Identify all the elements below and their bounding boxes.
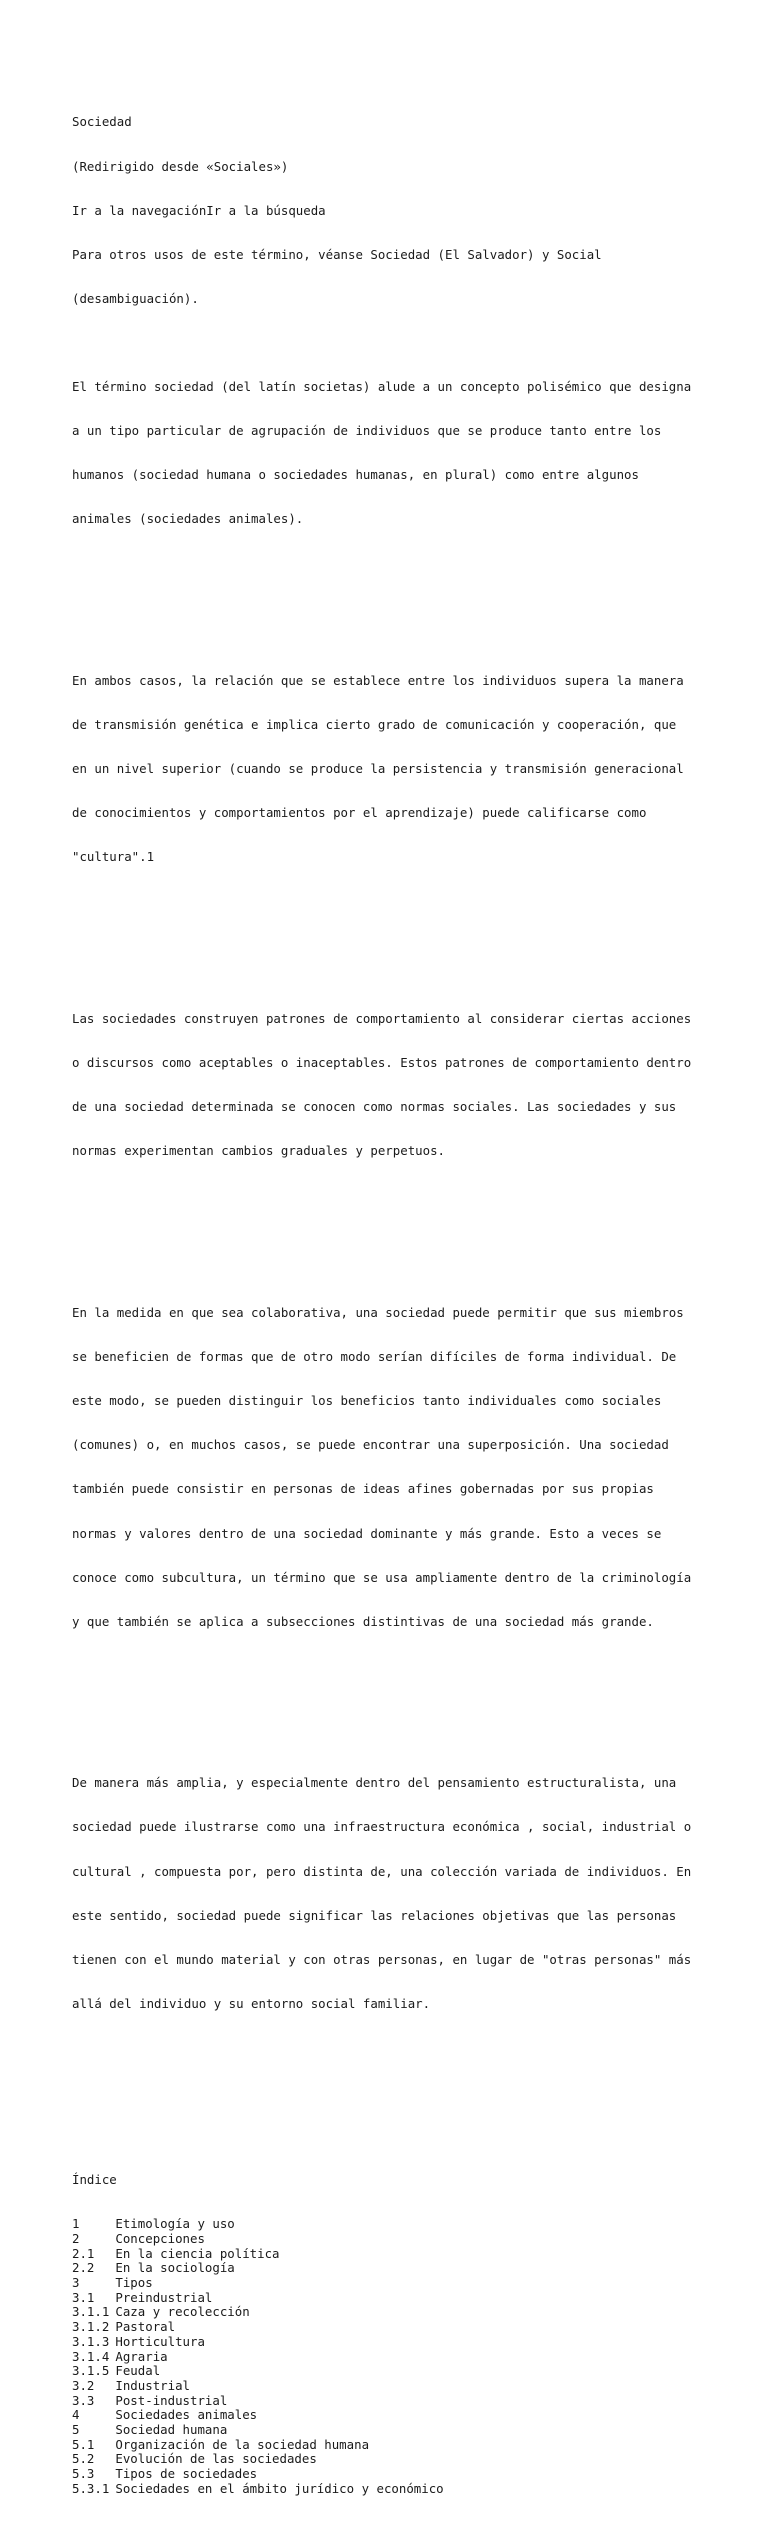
toc-item-number: 2.2 [72,2260,95,2276]
toc-item[interactable] [72,2438,712,2453]
paragraph-line: allá del individuo y su entorno social familiar. [72,1995,431,2011]
table-of-contents [72,2144,712,2526]
document-page [72,86,712,2541]
toc-item-number: 3.1.4 [72,2348,110,2364]
toc-item-number: 5.3 [72,2466,95,2482]
toc-item-label: En la sociología [115,2260,235,2276]
paragraph-line: o discursos como aceptables o inaceptables. Estos patrones de comportamiento dentro [72,1055,692,1071]
paragraph-line: En la medida en que sea colaborativa, una sociedad puede permitir que sus miembros [72,1305,684,1321]
toc-item[interactable] [72,2291,712,2306]
paragraph-line: animales (sociedades animales). [72,511,304,527]
paragraph-gap [72,586,712,601]
paragraph-gap [72,1688,712,1703]
disambiguation-line: Para otros usos de este término, véanse Sociedad (El Salvador) y Social [72,246,602,262]
toc-item[interactable] [72,2247,712,2262]
paragraph-line: de transmisión genética e implica cierto grado de comunicación y cooperación, que [72,717,677,733]
toc-item-label: Caza y recolección [115,2304,250,2320]
toc-item[interactable] [72,2305,712,2320]
toc-item[interactable] [72,2232,712,2247]
toc-item-label: Horticultura [115,2333,205,2349]
toc-item-number: 1 [72,2216,80,2232]
toc-item-number: 5.2 [72,2451,95,2467]
skip-links[interactable]: Ir a la navegaciónIr a la búsqueda [72,202,326,218]
toc-list [72,2217,712,2496]
toc-item-label: Industrial [115,2377,190,2393]
paragraph-line: se beneficien de formas que de otro modo serían difíciles de forma individual. De [72,1349,677,1365]
toc-item-label: Sociedades animales [115,2407,258,2423]
toc-item-label: Tipos [115,2275,153,2291]
paragraph [72,351,712,557]
paragraph-line: tienen con el mundo material y con otras personas, en lugar de "otras personas" más [72,1951,692,1967]
toc-item-number: 3.1 [72,2289,95,2305]
toc-item[interactable] [72,2276,712,2291]
paragraph-line: "cultura".1 [72,849,155,865]
toc-item-label: En la ciencia política [115,2245,280,2261]
paragraph-line: normas y valores dentro de una sociedad dominante y más grande. Esto a veces se [72,1525,662,1541]
paragraph-line: De manera más amplia, y especialmente dentro del pensamiento estructuralista, una [72,1775,677,1791]
paragraph-line: conoce como subcultura, un término que se usa ampliamente dentro de la criminología [72,1569,692,1585]
paragraph [72,983,712,1189]
toc-item-label: Organización de la sociedad humana [115,2436,370,2452]
toc-item-number: 2.1 [72,2245,95,2261]
paragraph-gap [72,1218,712,1233]
paragraph-line: de conocimientos y comportamientos por el aprendizaje) puede calificarse como [72,805,647,821]
disambiguation-line: (desambiguación). [72,290,199,306]
toc-item-number: 3.2 [72,2377,95,2393]
paragraph [72,1277,712,1659]
toc-item[interactable] [72,2320,712,2335]
paragraph-gap [72,924,712,939]
toc-item-number: 3.1.1 [72,2304,110,2320]
paragraph-line: en un nivel superior (cuando se produce la persistencia y transmisión generacional [72,761,684,777]
toc-item-label: Tipos de sociedades [115,2466,258,2482]
section-gap [72,2070,712,2099]
toc-item-number: 2 [72,2231,80,2247]
paragraph-line: este sentido, sociedad puede significar las relaciones objetivas que las personas [72,1907,677,1923]
toc-heading: Índice [72,2172,117,2188]
paragraph [72,645,712,895]
toc-item[interactable] [72,2261,712,2276]
toc-item[interactable] [72,2217,712,2232]
toc-item-label: Agraria [115,2348,168,2364]
toc-item[interactable] [72,2379,712,2394]
toc-item-label: Preindustrial [115,2289,213,2305]
toc-item-label: Post-industrial [115,2392,228,2408]
paragraph-line: de una sociedad determinada se conocen como normas sociales. Las sociedades y sus [72,1099,677,1115]
toc-item-label: Sociedades en el ámbito jurídico y económico [115,2480,444,2496]
paragraph-line: (comunes) o, en muchos casos, se puede encontrar una superposición. Una sociedad [72,1437,669,1453]
toc-item-number: 3.1.3 [72,2333,110,2349]
paragraph-line: este modo, se pueden distinguir los beneficios tanto individuales como sociales [72,1393,662,1409]
paragraph-line: sociedad puede ilustrarse como una infraestructura económica , social, industrial o [72,1819,692,1835]
paragraph-line: Las sociedades construyen patrones de comportamiento al considerar ciertas acciones [72,1011,692,1027]
toc-item[interactable] [72,2335,712,2350]
paragraph [72,1747,712,2041]
toc-item-label: Evolución de las sociedades [115,2451,317,2467]
toc-item[interactable] [72,2467,712,2482]
toc-item[interactable] [72,2364,712,2379]
toc-item-number: 5 [72,2421,80,2437]
toc-item[interactable] [72,2452,712,2467]
toc-item[interactable] [72,2423,712,2438]
toc-item-label: Pastoral [115,2319,176,2335]
toc-item-number: 3 [72,2275,80,2291]
toc-item[interactable] [72,2482,712,2497]
toc-item-label: Etimología y uso [115,2216,235,2232]
paragraph-line: En ambos casos, la relación que se establece entre los individuos supera la manera [72,672,684,688]
paragraph-line: a un tipo particular de agrupación de individuos que se produce tanto entre los [72,423,662,439]
paragraph-line: normas experimentan cambios graduales y perpetuos. [72,1143,445,1159]
toc-item[interactable] [72,2408,712,2423]
toc-item-number: 3.1.2 [72,2319,110,2335]
toc-item-label: Feudal [115,2363,161,2379]
toc-item[interactable] [72,2394,712,2409]
toc-item-number: 4 [72,2407,80,2423]
toc-item-number: 3.3 [72,2392,95,2408]
toc-item-label: Concepciones [115,2231,205,2247]
redirect-note: (Redirigido desde «Sociales») [72,158,289,174]
paragraph-line: humanos (sociedad humana o sociedades humanas, en plural) como entre algunos [72,467,639,483]
paragraph-line: cultural , compuesta por, pero distinta de, una colección variada de individuos. En [72,1863,692,1879]
paragraph-line: El término sociedad (del latín societas) alude a un concepto polisémico que designa [72,378,692,394]
toc-item-number: 3.1.5 [72,2363,110,2379]
toc-item[interactable] [72,2350,712,2365]
paragraph-line: también puede consistir en personas de ideas afines gobernadas por sus propias [72,1481,654,1497]
toc-item-number: 5.3.1 [72,2480,110,2496]
toc-item-number: 5.1 [72,2436,95,2452]
page-title: Sociedad [72,114,132,130]
toc-item-label: Sociedad humana [115,2421,228,2437]
paragraph-line: y que también se aplica a subsecciones distintivas de una sociedad más grande. [72,1613,654,1629]
